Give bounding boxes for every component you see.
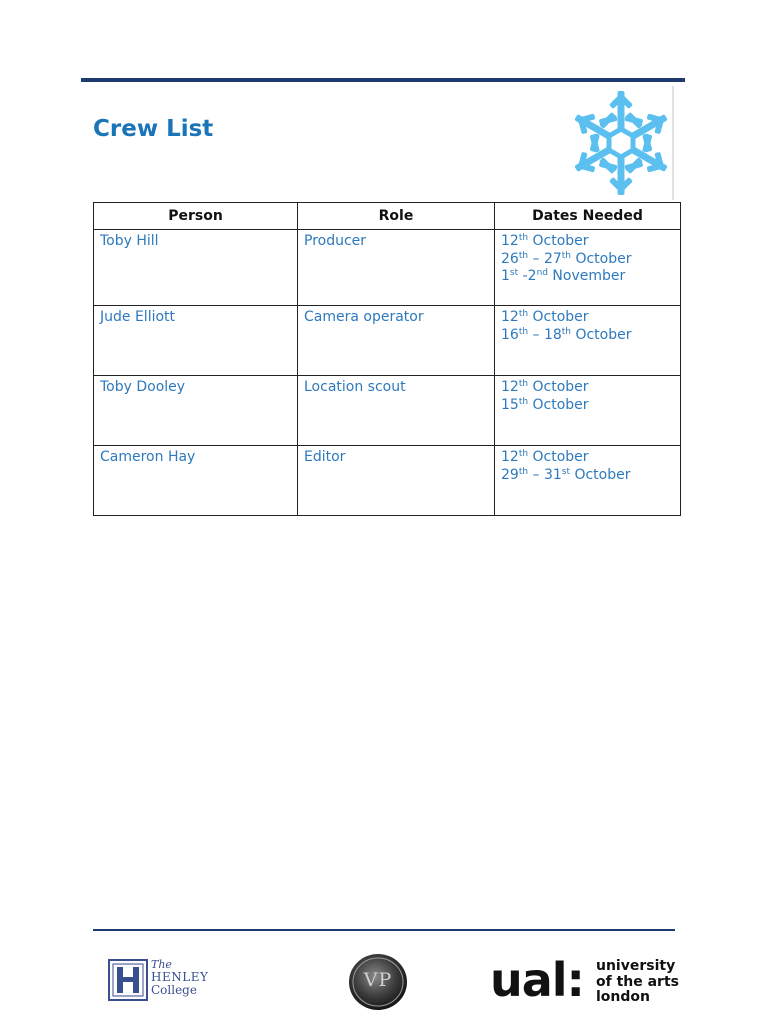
date-text: October (528, 449, 589, 465)
date-text: 26 (501, 250, 519, 267)
date-line (501, 397, 674, 415)
date-text: 12 (501, 233, 519, 249)
top-rule (81, 78, 685, 82)
date-text: 16 (501, 326, 519, 343)
dates-cell (495, 230, 681, 306)
ual-logo-mark: ual: (490, 953, 584, 1007)
date-text: 12 (501, 309, 519, 325)
table-header-row (94, 203, 681, 230)
person-cell: Toby Hill (94, 230, 298, 306)
date-line (501, 251, 674, 269)
date-text: October (571, 250, 632, 267)
dates-cell (495, 446, 681, 516)
ordinal-suffix: th (561, 326, 572, 337)
date-text: 29 (501, 466, 519, 483)
ordinal-suffix: nd (536, 268, 548, 278)
dates-cell (495, 306, 681, 376)
ual-logo-line: london (596, 989, 650, 1005)
role-cell: Editor (298, 446, 495, 516)
ordinal-suffix: th (518, 326, 529, 337)
date-text: – 18 (528, 326, 562, 343)
henley-college-logo (108, 957, 212, 1003)
date-text: -2 (518, 268, 537, 284)
ordinal-suffix: st (509, 268, 519, 278)
ual-logo (596, 959, 679, 1006)
ordinal-suffix: th (518, 379, 529, 389)
date-text: – 31 (528, 466, 562, 483)
date-line (501, 268, 674, 286)
person-cell: Toby Dooley (94, 376, 298, 446)
person-cell: Jude Elliott (94, 306, 298, 376)
ordinal-suffix: st (561, 466, 570, 477)
date-text: October (528, 233, 589, 249)
column-header: Dates Needed (495, 203, 681, 230)
date-line (501, 233, 674, 251)
henley-logo-line: HENLEY (151, 970, 209, 984)
role-cell: Camera operator (298, 306, 495, 376)
date-line (501, 467, 674, 485)
ordinal-suffix: th (518, 250, 529, 261)
column-header: Person (94, 203, 298, 230)
vp-badge-text: VP (363, 969, 393, 991)
date-text: October (528, 309, 589, 325)
image-edge (672, 86, 674, 200)
date-line (501, 379, 674, 397)
date-line (501, 309, 674, 327)
date-text: 1 (501, 268, 510, 284)
bottom-rule (93, 929, 675, 931)
ordinal-suffix: th (518, 309, 529, 319)
date-text: November (547, 268, 626, 284)
person-cell: Cameron Hay (94, 446, 298, 516)
date-line (501, 327, 674, 345)
henley-logo-line: College (151, 983, 197, 997)
role-cell: Location scout (298, 376, 495, 446)
date-text: October (528, 396, 589, 413)
ual-logo-line: university (596, 958, 676, 974)
table-row (94, 446, 681, 516)
table-row (94, 230, 681, 306)
date-text: 12 (501, 449, 519, 465)
table-row (94, 306, 681, 376)
date-text: October (528, 379, 589, 395)
column-header: Role (298, 203, 495, 230)
page-title: Crew List (93, 116, 214, 142)
ordinal-suffix: th (518, 396, 529, 407)
henley-logo-line: The (151, 958, 172, 971)
date-text: October (571, 326, 632, 343)
dates-cell (495, 376, 681, 446)
date-text: October (570, 466, 631, 483)
crew-table (93, 202, 681, 516)
date-text: 12 (501, 379, 519, 395)
ual-logo-line: of the arts (596, 973, 679, 990)
date-line (501, 449, 674, 467)
henley-crest-icon (108, 959, 148, 1001)
role-cell: Producer (298, 230, 495, 306)
ordinal-suffix: th (561, 250, 572, 261)
ordinal-suffix: th (518, 233, 529, 243)
date-text: – 27 (528, 250, 562, 267)
ordinal-suffix: th (518, 466, 529, 477)
table-row (94, 376, 681, 446)
date-text: 15 (501, 396, 519, 413)
ordinal-suffix: th (518, 449, 529, 459)
snowflake-icon (566, 86, 676, 200)
